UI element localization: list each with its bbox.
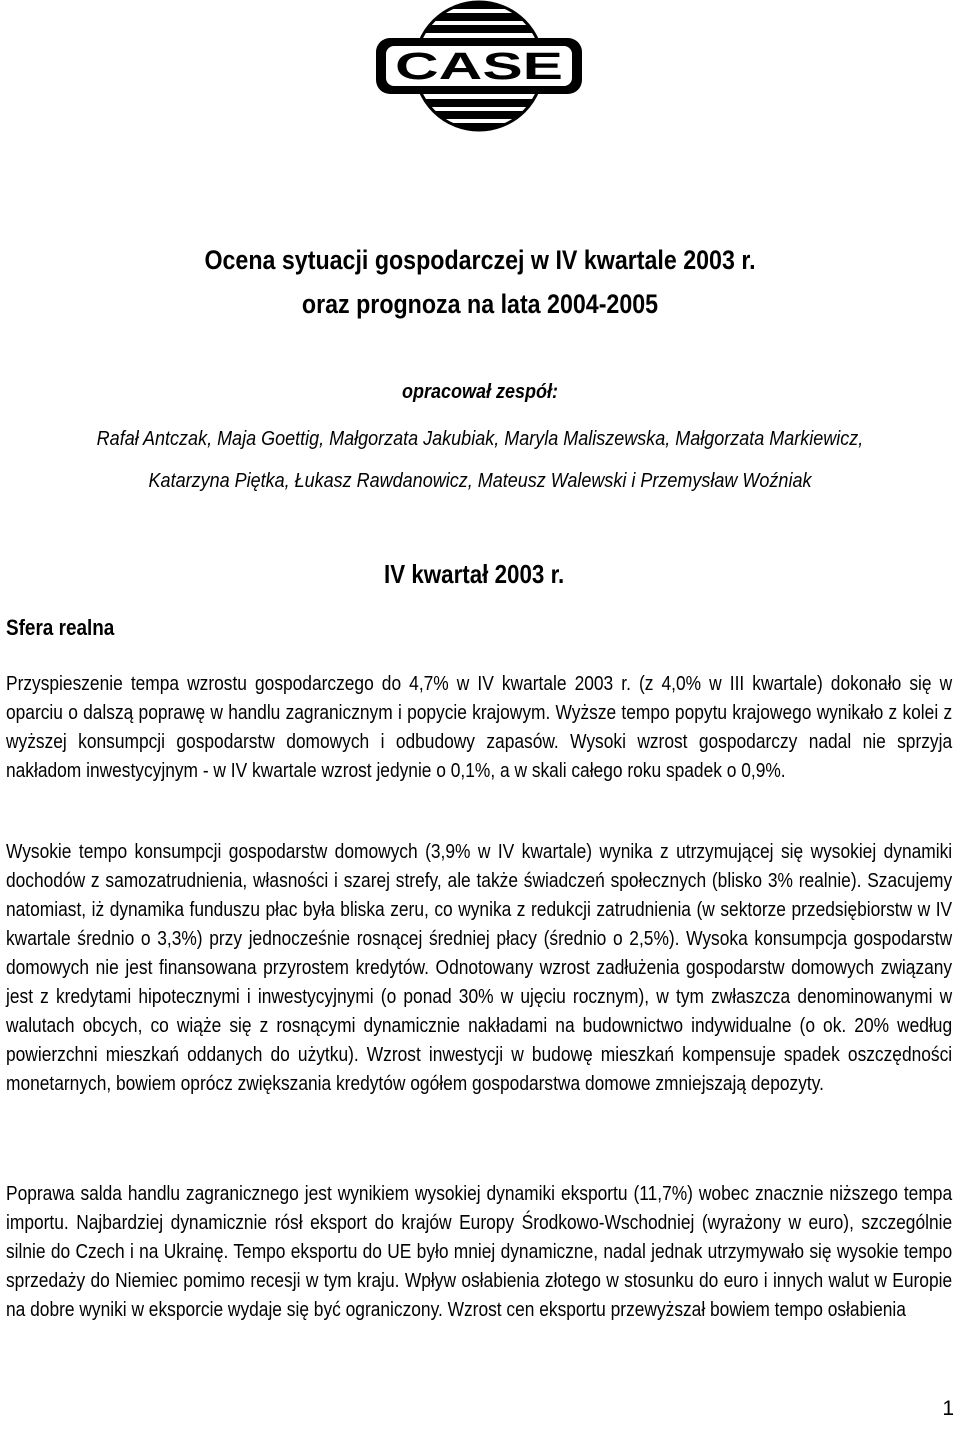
team-label: opracował zespół: — [401, 381, 559, 403]
authors-line1: Rafał Antczak, Maja Goettig, Małgorzata Jakubiak, Maryla Maliszewska, Małgorzata Markiewicz, — [96, 428, 864, 450]
section-heading: Sfera realna — [6, 615, 115, 640]
paragraph-growth: Przyspieszenie tempa wzrostu gospodarczego do 4,7% w IV kwartale 2003 r. (z 4,0% w III kwartale) dokonało się w oparciu o dalszą poprawę w handlu zagranicznym i popycie krajowym. Wyższe tempo popytu krajowego wynikało z kolei z wyższej konsumpcji gospodarstw domowych i odbudowy zapasów. Wysoki wzrost gospodarczy nadal nie sprzyja nakładom inwestycyjnym - w IV kwartale wzrost jedynie o 0,1%, a w skali całego roku spadek o 0,9%. — [6, 673, 953, 782]
logo-text: CASE — [395, 46, 563, 88]
page-number: 1 — [942, 1397, 954, 1420]
case-logo — [372, 0, 586, 132]
paragraph-trade: Poprawa salda handlu zagranicznego jest wynikiem wysokiej dynamiki eksportu (11,7%) wobec znacznie niższego tempa importu. Najbardziej dynamicznie rósł eksport do krajów Europy Środkowo-Wschodniej (wyrażony w euro), szczególnie silnie do Czech i na Ukrainę. Tempo eksportu do UE było mniej dynamiczne, nadal jednak utrzymywało się wysokie tempo sprzedaży do Niemiec pomimo recesji w tym kraju. Wpływ osłabienia złotego w stosunku do euro i innych walut w Europie na dobre wyniki w eksporcie wydaje się być ograniczony. Wzrost cen eksportu przewyższał bowiem tempo osłabienia — [6, 1183, 953, 1321]
document-title-line2: oraz prognoza na lata 2004-2005 — [301, 289, 659, 319]
document-title-line1: Ocena sytuacji gospodarczej w IV kwartale 2003 r. — [204, 245, 756, 275]
authors-line2: Katarzyna Piętka, Łukasz Rawdanowicz, Mateusz Walewski i Przemysław Woźniak — [148, 470, 812, 492]
quarter-heading: IV kwartał 2003 r. — [384, 559, 565, 589]
paragraph-consumption: Wysokie tempo konsumpcji gospodarstw domowych (3,9% w IV kwartale) wynika z utrzymującej się wysokiej dynamiki dochodów z samozatrudnienia, własności i szarej strefy, ale także świadczeń społecznych (blisko 3% realnie). Szacujemy natomiast, iż dynamika funduszu płac była bliska zeru, co wynika z redukcji zatrudnienia (w sektorze przedsiębiorstw w IV kwartale średnio o 3,3%) przy jednocześnie rosnącej średniej płacy (średnio o 2,5%). Wysoka konsumpcja gospodarstw domowych nie jest finansowana przyrostem kredytów. Odnotowany wzrost zadłużenia gospodarstw domowych związany jest z kredytami hipotecznymi i inwestycyjnymi (o ponad 30% w ujęciu rocznym), w tym zwłaszcza denominowanymi w walutach obcych, co wiąże się z rosnącymi dynamicznie nakładami na budownictwo indywidualne (o ok. 20% według powierzchni mieszkań oddanych do użytku). Wzrost inwestycji w budowę mieszkań kompensuje spadek oszczędności monetarnych, bowiem oprócz zwiększania kredytów ogółem gospodarstwa domowe zmniejszają depozyty. — [6, 841, 953, 1095]
